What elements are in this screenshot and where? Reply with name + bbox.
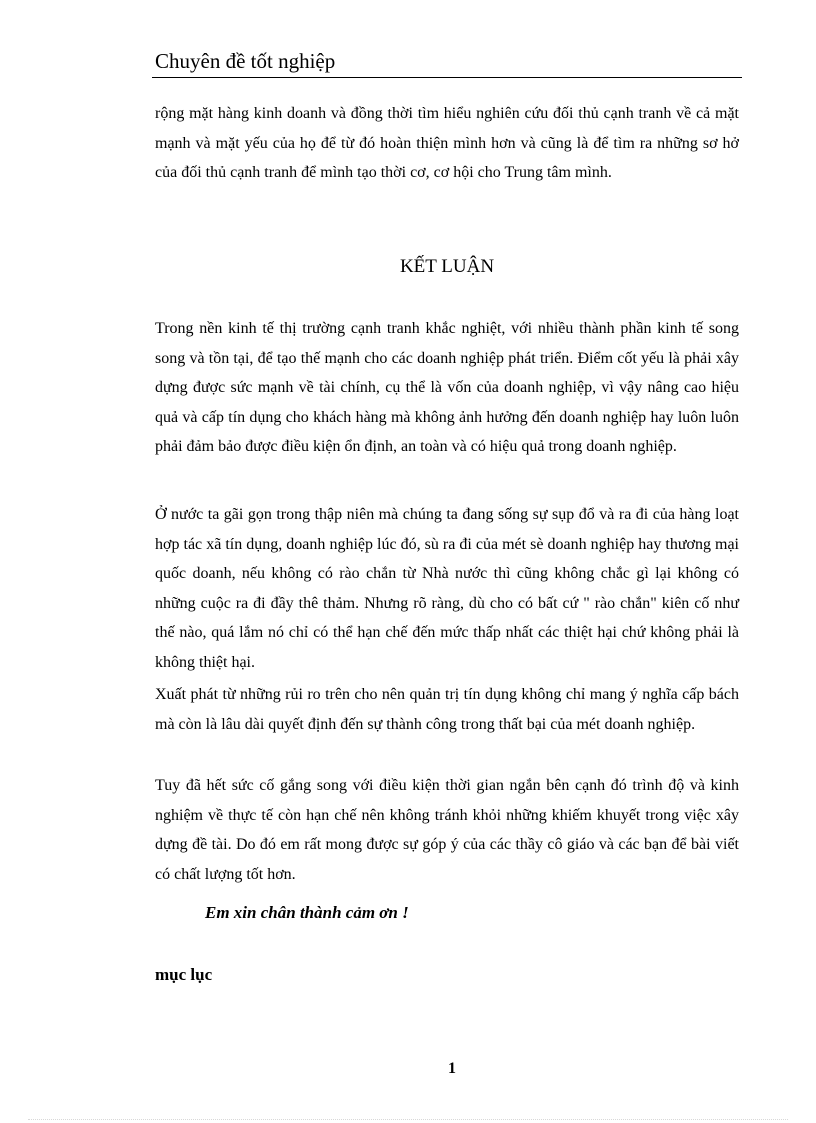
section-title: KẾT LUẬN <box>399 256 495 277</box>
closing-thanks: Em xin chân thành cảm ơn ! <box>205 903 409 922</box>
body-paragraph: Trong nền kinh tế thị trường cạnh tranh khắc nghiệt, với nhiều thành phần kinh tế song song và tồn tại, để tạo thế mạnh cho các doanh nghiệp phát triển. Điểm cốt yếu là phải xây dựng được sức mạnh về tài chính, cụ thể là vốn của doanh nghiệp, vì vậy nâng cao hiệu quả và cấp tín dụng cho khách hàng mà không ảnh hưởng đến doanh nghiệp hay luôn luôn phải đảm bảo được điều kiện ổn định, an toàn và có hiệu quả trong doanh nghiệp. <box>155 320 739 455</box>
body-paragraph: Ở nước ta gãi gọn trong thập niên mà chúng ta đang sống sự sụp đổ và ra đi của hàng loạt hợp tác xã tín dụng, doanh nghiệp lúc đó, sù ra đi của mét sè doanh nghiệp hay thương mại quốc doanh, nếu không có rào chắn từ Nhà nước thì cũng không chắc gì lại không có những cuộc ra đi đầy thê thảm. Nhưng rõ ràng, dù cho có bất cứ " rào chắn" kiên cố như thế nào, quá lắm nó chỉ có thể hạn chế đến mức thấp nhất các thiệt hại chứ không phải là không thiệt hại. <box>155 506 739 671</box>
page-bottom-edge <box>28 1119 788 1120</box>
body-paragraph: Tuy đã hết sức cố gắng song với điều kiện thời gian ngắn bên cạnh đó trình độ và kinh nghiệm về thực tế còn hạn chế nên không tránh khỏi những khiếm khuyết trong việc xây dựng đề tài. Do đó em rất mong được sự góp ý của các thầy cô giáo và các bạn để bài viết có chất lượng tốt hơn. <box>155 777 739 883</box>
body-paragraph: Xuất phát từ những rủi ro trên cho nên quản trị tín dụng không chỉ mang ý nghĩa cấp bách mà còn là lâu dài quyết định đến sự thành công trong thất bại của mét doanh nghiệp. <box>155 686 739 733</box>
header-rule <box>152 77 742 78</box>
table-of-contents-heading: mục lục <box>155 965 213 984</box>
running-header-title: Chuyên đề tốt nghiệp <box>155 49 336 73</box>
continuation-paragraph: rộng mặt hàng kinh doanh và đồng thời tìm hiểu nghiên cứu đối thủ cạnh tranh về cả mặt mạnh và mặt yếu của họ để từ đó hoàn thiện mình hơn và cũng là để tìm ra những sơ hở của đối thủ cạnh tranh để mình tạo thời cơ, cơ hội cho Trung tâm mình. <box>155 105 739 181</box>
page-number: 1 <box>448 1060 456 1077</box>
